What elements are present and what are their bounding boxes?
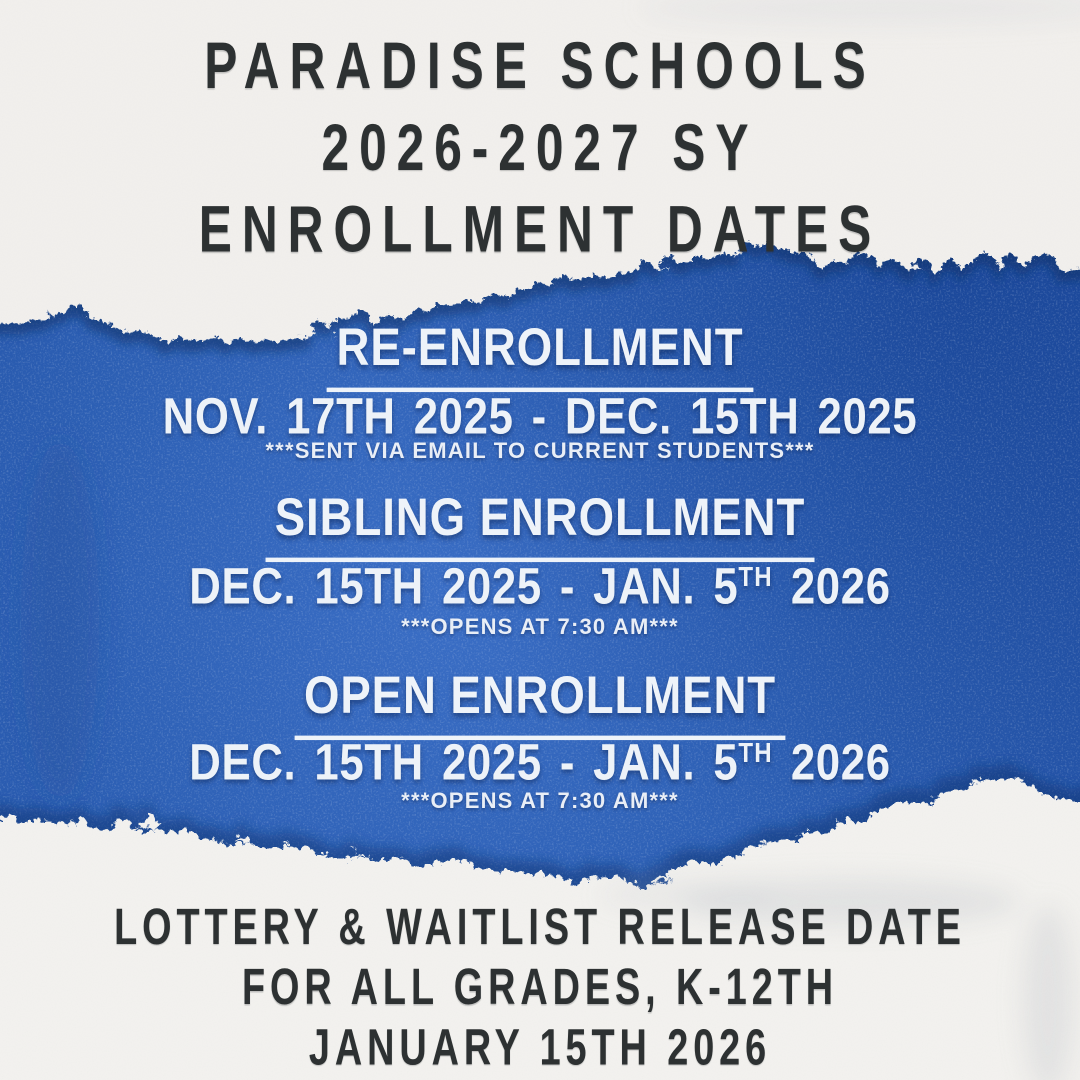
flyer-header [43,26,1037,271]
header-line-title: ENROLLMENT DATES [198,193,882,267]
sibling-enrollment-date-range: DEC. 15TH 2025 - JAN. 5 [189,556,739,615]
open-enrollment-title [16,664,1064,740]
footer-line-date: JANUARY 15TH 2026 [308,1019,772,1077]
re-enrollment-title [16,316,1064,392]
open-enrollment-title-text: OPEN ENROLLMENT [294,664,786,740]
open-enrollment-dates [38,732,1042,791]
header-line-school-year: 2026-2027 SY [321,111,759,185]
open-enrollment-note: ***OPENS AT 7:30 AM*** [401,788,679,813]
sibling-enrollment-title [16,486,1064,562]
sibling-enrollment-title-text: SIBLING ENROLLMENT [265,486,815,562]
re-enrollment-title-text: RE-ENROLLMENT [327,316,753,392]
header-line-school-name: PARADISE SCHOOLS [204,29,876,103]
sibling-enrollment-note: ***OPENS AT 7:30 AM*** [401,614,679,639]
open-enrollment-date-superscript: TH [738,738,773,769]
sibling-enrollment-date-year: 2026 [772,556,891,615]
re-enrollment-note: ***SENT VIA EMAIL TO CURRENT STUDENTS*** [265,438,815,463]
sibling-enrollment-date-superscript: TH [738,562,773,593]
open-enrollment-date-year: 2026 [772,732,891,791]
open-enrollment-date-range: DEC. 15TH 2025 - JAN. 5 [189,732,739,791]
sibling-enrollment-dates [38,556,1042,615]
re-enrollment-date-range: NOV. 17TH 2025 - DEC. 15TH 2025 [162,386,918,445]
re-enrollment-dates [38,386,1042,445]
footer-line-grades: FOR ALL GRADES, K-12TH [242,959,838,1016]
flyer-footer [65,898,1015,1079]
footer-line-lottery: LOTTERY & WAITLIST RELEASE DATE [114,899,966,956]
